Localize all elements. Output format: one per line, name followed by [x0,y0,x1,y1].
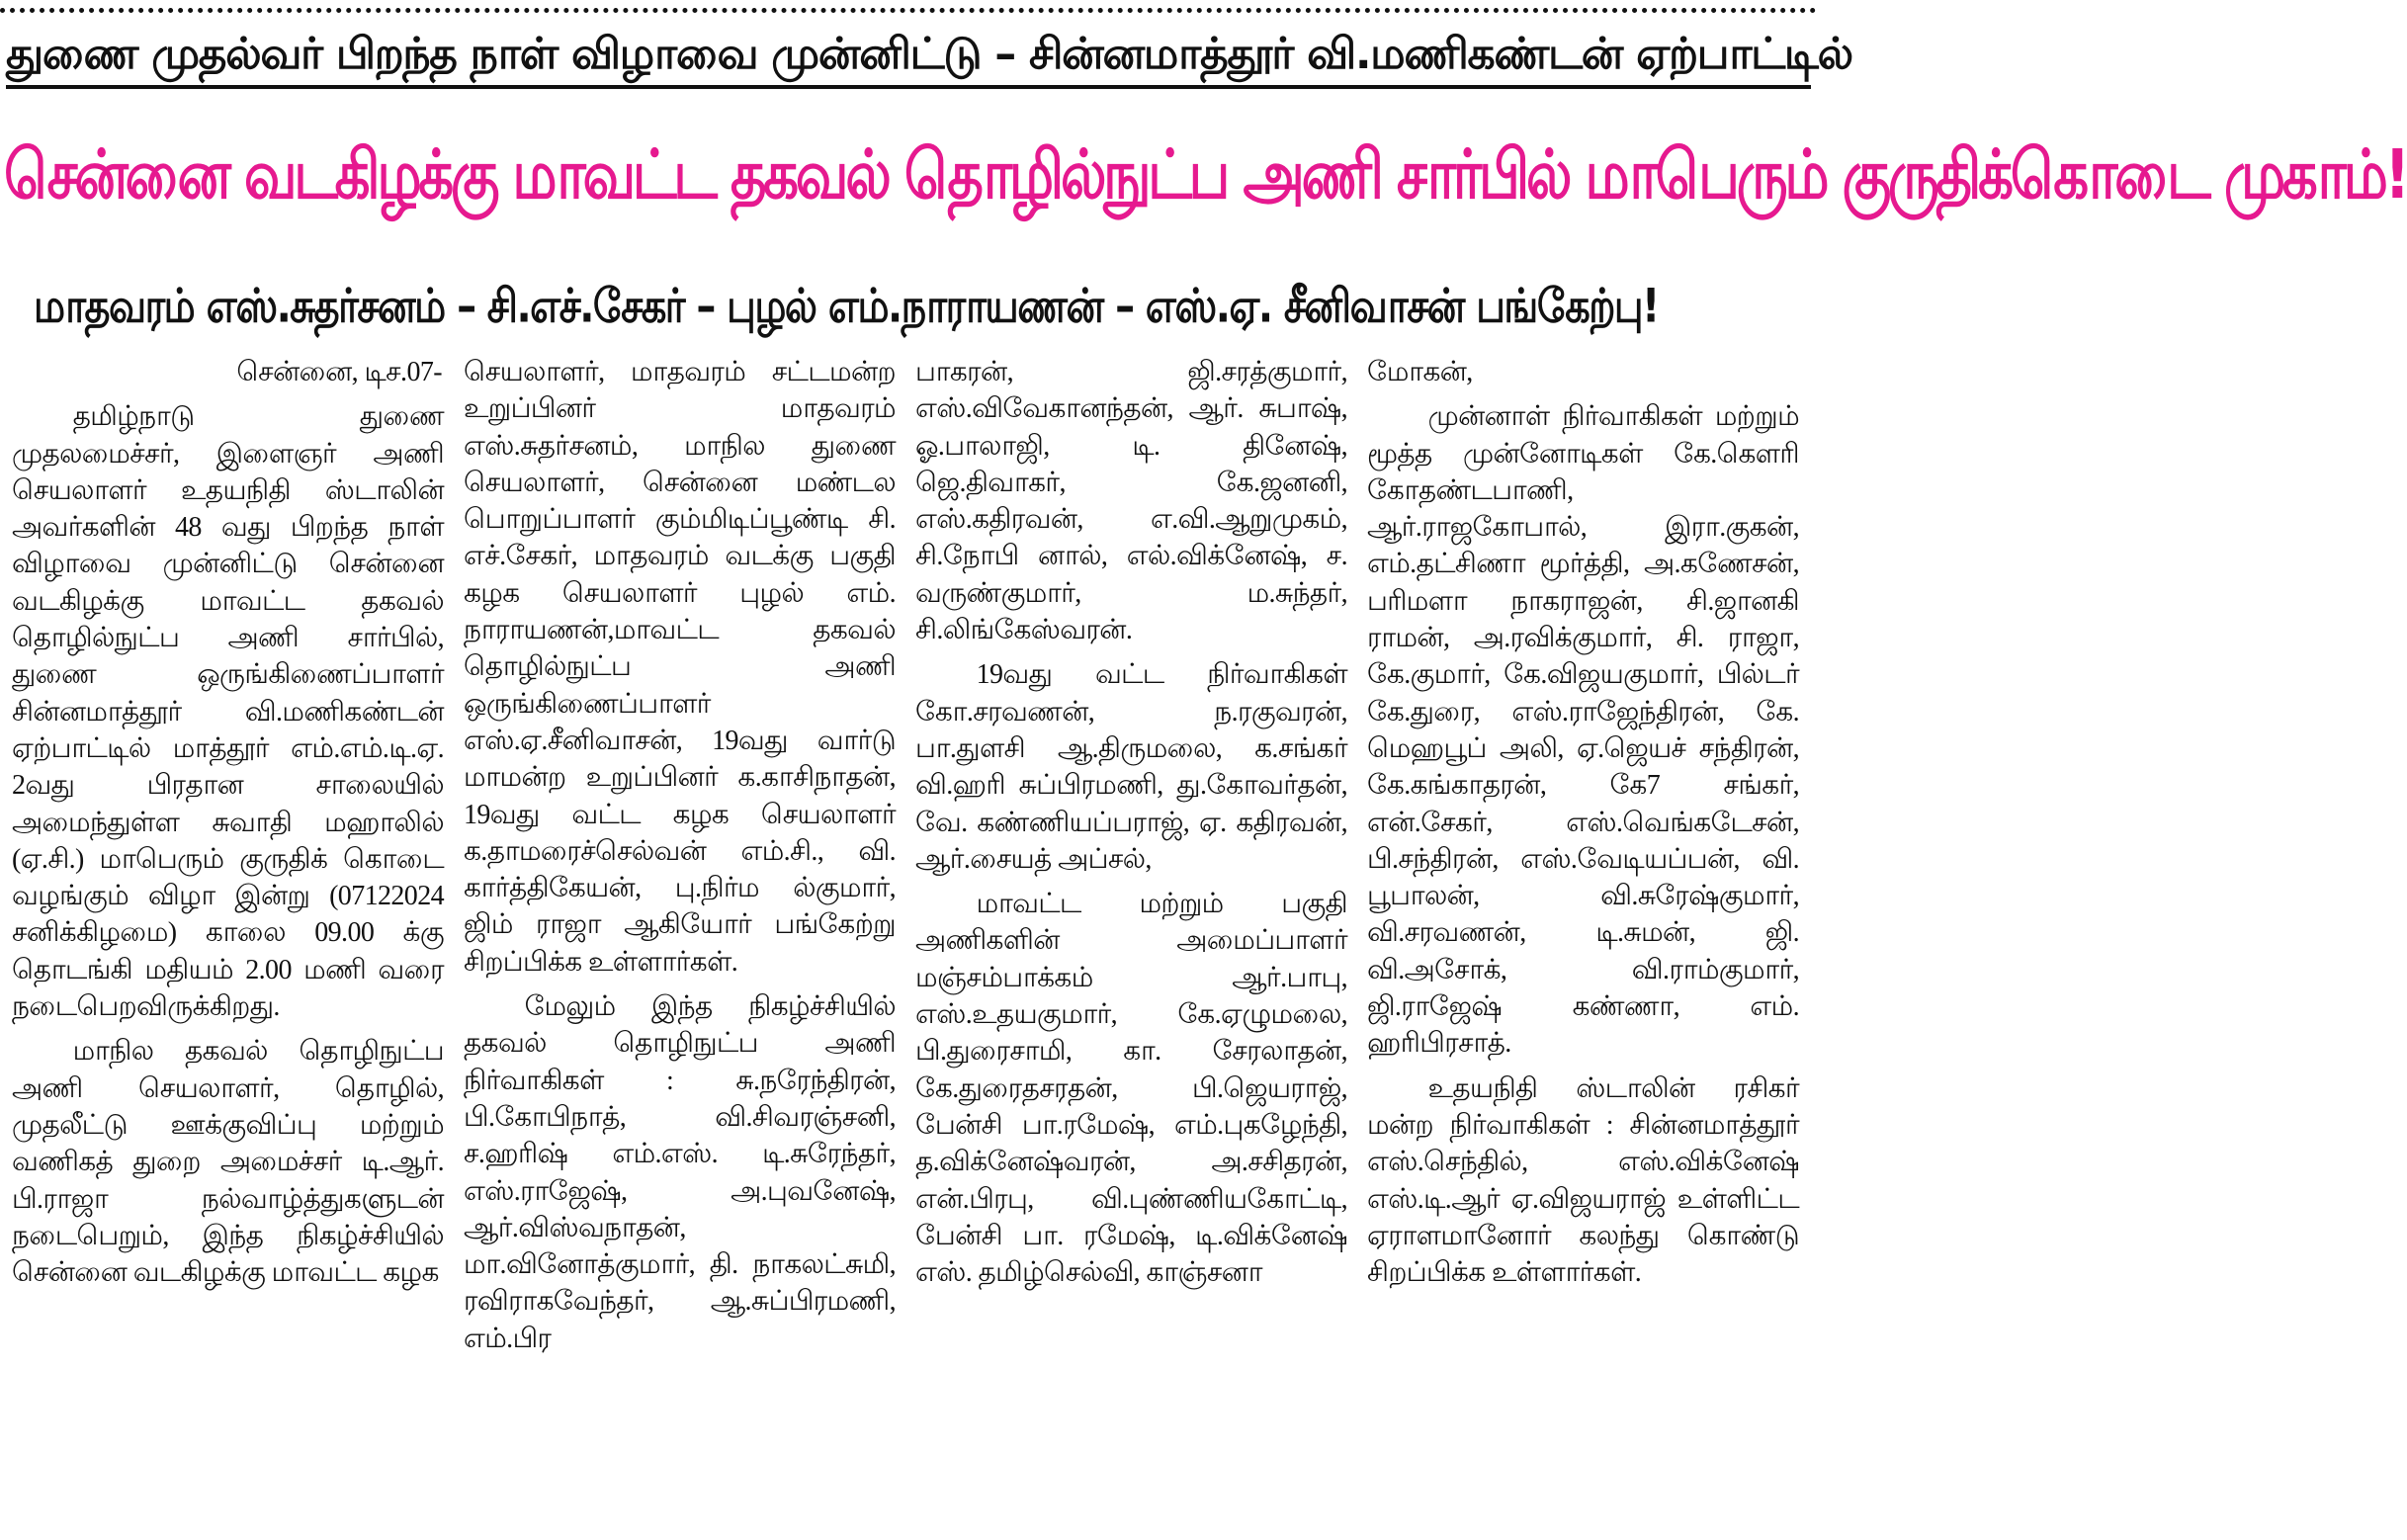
paragraph: செயலாளர், மாதவரம் சட்டமன்ற உறுப்பினர் மாதவரம் எஸ்.சுதர்சனம், மாநில துணை செயலாளர், சென்னை மண்டல பொறுப்பாளர் கும்மிடிப்பூண்டி சி. எச்.சேகர், மாதவரம் வடக்கு பகுதி கழக செயலாளர் புழல் எம். நாராயணன்,மாவட்ட தகவல் தொழில்நுட்ப அணி ஒருங்கிணைப்பாளர் எஸ்.ஏ.சீனிவாசன், 19வது வார்டு மாமன்ற உறுப்பினர் க.காசிநாதன், 19வது வட்ட கழக செயலாளர் க.தாமரைச்செல்வன் எம்.சி., வி. கார்த்திகேயன், பு.நிர்ம ல்குமார், ஜிம் ராஜா ஆகியோர் பங்கேற்று சிறப்பிக்க உள்ளார்கள். [464,357,896,978]
paragraph: தமிழ்நாடு துணை முதலமைச்சர், இளைஞர் அணி செயலாளர் உதயநிதி ஸ்டாலின் அவர்களின் 48 வது பிறந்த நாள் விழாவை முன்னிட்டு சென்னை வடகிழக்கு மாவட்ட தகவல் தொழில்நுட்ப அணி சார்பில், துணை ஒருங்கிணைப்பாளர் சின்னமாத்தூர் வி.மணிகண்டன் ஏற்பாட்டில் மாத்தூர் எம்.எம்.டி.ஏ. 2வது பிரதான சாலையில் அமைந்துள்ள சுவாதி மஹாலில் (ஏ.சி.) மாபெரும் குருதிக் கொடை வழங்கும் விழா இன்று (07122024 சனிக்கிழமை) காலை 09.00 க்கு தொடங்கி மதியம் 2.00 மணி வரை நடைபெறவிருக்கிறது. [12,401,444,1023]
paragraph: மோகன், [1367,357,1473,387]
paragraph: மாவட்ட மற்றும் பகுதி அணிகளின் அமைப்பாளர் மஞ்சம்பாக்கம் ஆர்.பாபு, எஸ்.உதயகுமார், கே.ஏழுமலை, பி.துரைசாமி, கா. சேரலாதன், கே.துரைதசரதன், பி.ஜெயராஜ், பேன்சி பா.ரமேஷ், எம்.புகழேந்தி, த.விக்னேஷ்வரன், அ.சசிதரன், என்.பிரபு, வி.புண்ணியகோட்டி, பேன்சி பா. ரமேஷ், டி.விக்னேஷ் எஸ். தமிழ்செல்வி, காஞ்சனா [915,889,1347,1289]
top-dotted-border [0,8,1817,13]
paragraph: பாகரன், ஜி.சரத்குமார், எஸ்.விவேகானந்தன், ஆர். சுபாஷ், ஓ.பாலாஜி, டி. தினேஷ், ஜெ.திவாகர், கே.ஜனனி, எஸ்.கதிரவன், எ.வி.ஆறுமுகம், சி.நோபி னால், எல்.விக்னேஷ், ச. வருண்குமார், ம.சுந்தர், சி.லிங்கேஸ்வரன். [915,357,1347,646]
kicker-underline [6,85,1811,89]
paragraph: மேலும் இந்த நிகழ்ச்சியில் தகவல் தொழிநுட்ப அணி நிர்வாகிகள் : சு.நரேந்திரன், பி.கோபிநாத், வி.சிவரஞ்சனி, ச.ஹரிஷ் எம்.எஸ். டி.சுரேந்தர், எஸ்.ராஜேஷ், அ.புவனேஷ், ஆர்.விஸ்வநாதன், மா.வினோத்குமார், தி. நாகலட்சுமி, ரவிராகவேந்தர், ஆ.சுப்பிரமணி, எம்.பிர [464,991,896,1354]
article-body [6,354,1813,1536]
dateline: சென்னை, டிச.07- [236,357,442,387]
headline: சென்னை வடகிழக்கு மாவட்ட தகவல் தொழில்நுட்ப அணி சார்பில் மாபெரும் குருதிக்கொடை முகாம்! [4,135,2407,215]
paragraph: மாநில தகவல் தொழிநுட்ப அணி செயலாளர், தொழில், முதலீட்டு ஊக்குவிப்பு மற்றும் வணிகத் துறை அமைச்சர் டி.ஆர். பி.ராஜா நல்வாழ்த்துகளுடன் நடைபெறும், இந்த நிகழ்ச்சியில் சென்னை வடகிழக்கு மாவட்ட கழக [12,1036,444,1289]
column-3 [909,354,1361,1536]
paragraph: முன்னாள் நிர்வாகிகள் மற்றும் மூத்த முன்னோடிகள் கே.கெளரி கோதண்டபாணி, ஆர்.ராஜகோபால், இரா.குகன், எம்.தட்சிணா மூர்த்தி, அ.கணேசன், பரிமளா நாகராஜன், சி.ஜானகி ராமன், அ.ரவிக்குமார், சி. ராஜா, கே.குமார், கே.விஜயகுமார், பில்டர் கே.துரை, எஸ்.ராஜேந்திரன், கே. மெஹபூப் அலி, ஏ.ஜெயச் சந்திரன், கே.கங்காதரன், கே7 சங்கர், என்.சேகர், எஸ்.வெங்கடேசன், பி.சந்திரன், எஸ்.வேடியப்பன், வி. பூபாலன், வி.சுரேஷ்குமார், வி.சரவணன், டி.சுமன், ஜி. வி.அசோக், வி.ராம்குமார், ஜி.ராஜேஷ் கண்ணா, எம். ஹரிபிரசாத். [1367,401,1799,1060]
subheadline: மாதவரம் எஸ்.சுதர்சனம் – சி.எச்.சேகர் – புழல் எம்.நாராயணன் – எஸ்.ஏ. சீனிவாசன் பங்கேற்பு! [34,279,1659,334]
paragraph: 19வது வட்ட நிர்வாகிகள் கோ.சரவணன், ந.ரகுவரன், பா.துளசி ஆ.திருமலை, க.சங்கர் வி.ஹரி சுப்பிரமணி, து.கோவர்தன், வே. கண்ணியப்பராஜ், ஏ. கதிரவன், ஆர்.சையத் அப்சல், [915,659,1347,875]
column-2 [458,354,909,1536]
column-4 [1361,354,1813,1536]
column-1 [6,354,458,1536]
paragraph: உதயநிதி ஸ்டாலின் ரசிகர் மன்ற நிர்வாகிகள் : சின்னமாத்தூர் எஸ்.செந்தில், எஸ்.விக்னேஷ் எஸ்.டி.ஆர் ஏ.விஜயராஜ் உள்ளிட்ட ஏராளமானோர் கலந்து கொண்டு சிறப்பிக்க உள்ளார்கள். [1367,1072,1799,1289]
kicker-line: துணை முதல்வர் பிறந்த நாள் விழாவை முன்னிட்டு – சின்னமாத்தூர் வி.மணிகண்டன் ஏற்பாட்டில் [6,29,1852,79]
